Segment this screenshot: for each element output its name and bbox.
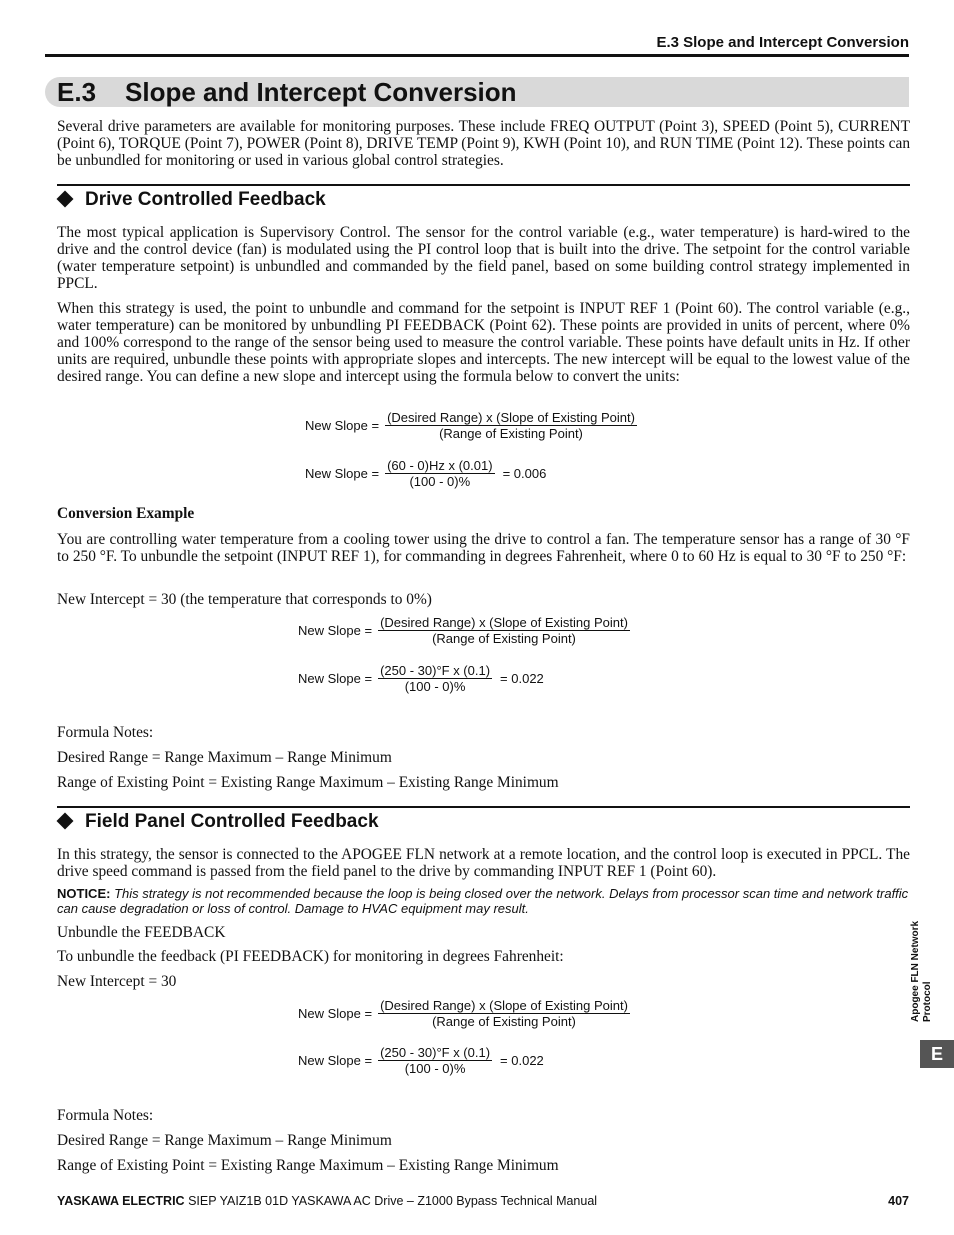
formula-note: Range of Existing Point = Existing Range Maximum – Existing Range Minimum [57,774,559,791]
formula-new-slope: New Slope = $\frac{\text{(Desired Range) x (Slope of Existing Point)}}{\text{(Range of Existing Point)}}$ [305,410,635,441]
diamond-bullet-icon [57,812,74,829]
formula-notes-label: Formula Notes: [57,724,154,741]
paragraph: You are controlling water temperature from a cooling tower using the drive to control a fan. The temperature sensor has a range of 30 °F to 250 °F. To unbundle the setpoint (INPUT REF 1), for commanding in degrees Fahrenheit, where 0 to 60 Hz is equal to 30 °F to 250 °F: [57,531,910,565]
section-rule [57,806,910,808]
section-number: E.3 [57,77,97,107]
formula-notes-label: Formula Notes: [57,1107,154,1124]
formula-example-2: New Slope = $\frac{\text{(250 - 30)°F x (0.1)}}{(100 - 0)\%}$ = 0.022 [298,663,544,694]
footer [57,1194,597,1208]
paragraph: To unbundle the feedback (PI FEEDBACK) for monitoring in degrees Fahrenheit: [57,948,564,965]
section-rule [57,184,910,186]
subsection-heading-field-panel: Field Panel Controlled Feedback [57,811,379,833]
paragraph: When this strategy is used, the point to unbundle and command for the setpoint is INPUT REF 1 (Point 60). The control variable (e.g., water temperature) can be monitored by unbundling PI FEEDBACK (Point 62). These points are provided in units of percent, where 0% and 100% correspond to the range of the sensor being used to measure the control variable. These points have default units in Hz. If other units are required, unbundle these points with appropriate slopes and intercepts. The new intercept will be equal to the lowest value of the desired range. You can define a new slope and intercept using the formula below to convert the units: [57,300,910,385]
notice [57,886,910,916]
paragraph: In this strategy, the sensor is connected to the APOGEE FLN network at a remote location, and the control loop is executed in PPCL. The drive speed command is passed from the field panel to the drive by commanding INPUT REF 1 (Point 60). [57,846,910,880]
conversion-example-heading: Conversion Example [57,505,195,522]
notice-label: NOTICE: [57,886,111,901]
intro-paragraph: Several drive parameters are available for monitoring purposes. These include FREQ OUTPUT (Point 3), SPEED (Point 5), CURRENT (Point 6), TORQUE (Point 7), POWER (Point 8), DRIVE TEMP (Point 9), KWH (Point 10), and RUN TIME (Point 12). These points can be unbundled for monitoring or used in various global control strategies. [57,118,911,169]
formula-example-3: New Slope = $\frac{\text{(250 - 30)°F x (0.1)}}{(100 - 0)\%}$ = 0.022 [298,1045,544,1076]
notice-text: This strategy is not recommended because the loop is being closed over the network. Delays from processor scan time and network traffic can cause degradation or loss of control. Damage to HVAC equipment may result. [57,886,909,916]
formula-new-slope: New Slope = $\frac{\text{(Desired Range) x (Slope of Existing Point)}}{\text{(Range of Existing Point)}}$ [298,998,628,1029]
diamond-bullet-icon [57,190,74,207]
chapter-tab: E [920,1040,954,1068]
page-number: 407 [888,1194,909,1208]
paragraph: New Intercept = 30 [57,973,177,990]
section-title-bar [45,77,909,107]
formula-example-1: New Slope = $\frac{\text{(60 - 0)Hz x (0.01)}}{(100 - 0)\%}$ = 0.006 [305,458,547,489]
footer-brand: YASKAWA ELECTRIC [57,1194,185,1208]
formula-note: Desired Range = Range Maximum – Range Minimum [57,1132,392,1149]
paragraph: New Intercept = 30 (the temperature that corresponds to 0%) [57,591,432,608]
formula-new-slope: New Slope = $\frac{\text{(Desired Range) x (Slope of Existing Point)}}{\text{(Range of Existing Point)}}$ [298,615,628,646]
formula-note: Desired Range = Range Maximum – Range Minimum [57,749,392,766]
subsection-heading-drive: Drive Controlled Feedback [57,189,326,211]
paragraph: Unbundle the FEEDBACK [57,924,226,941]
paragraph: The most typical application is Supervisory Control. The sensor for the control variable (e.g., water temperature) is hard-wired to the drive and the control device (fan) is modulated using the PI control loop that is built into the drive. The setpoint for the control variable (water temperature setpoint) is unbundled and commanded by the field panel, based on some building control strategy implemented in PPCL. [57,224,910,292]
footer-doc: SIEP YAIZ1B 01D YASKAWA AC Drive – Z1000 Bypass Technical Manual [188,1194,598,1208]
section-title: Slope and Intercept Conversion [125,77,517,107]
running-header: E.3 Slope and Intercept Conversion [656,34,909,51]
header-rule [45,54,909,57]
side-chapter-label: Apogee FLN Network Protocol [910,920,933,1022]
formula-note: Range of Existing Point = Existing Range Maximum – Existing Range Minimum [57,1157,559,1174]
